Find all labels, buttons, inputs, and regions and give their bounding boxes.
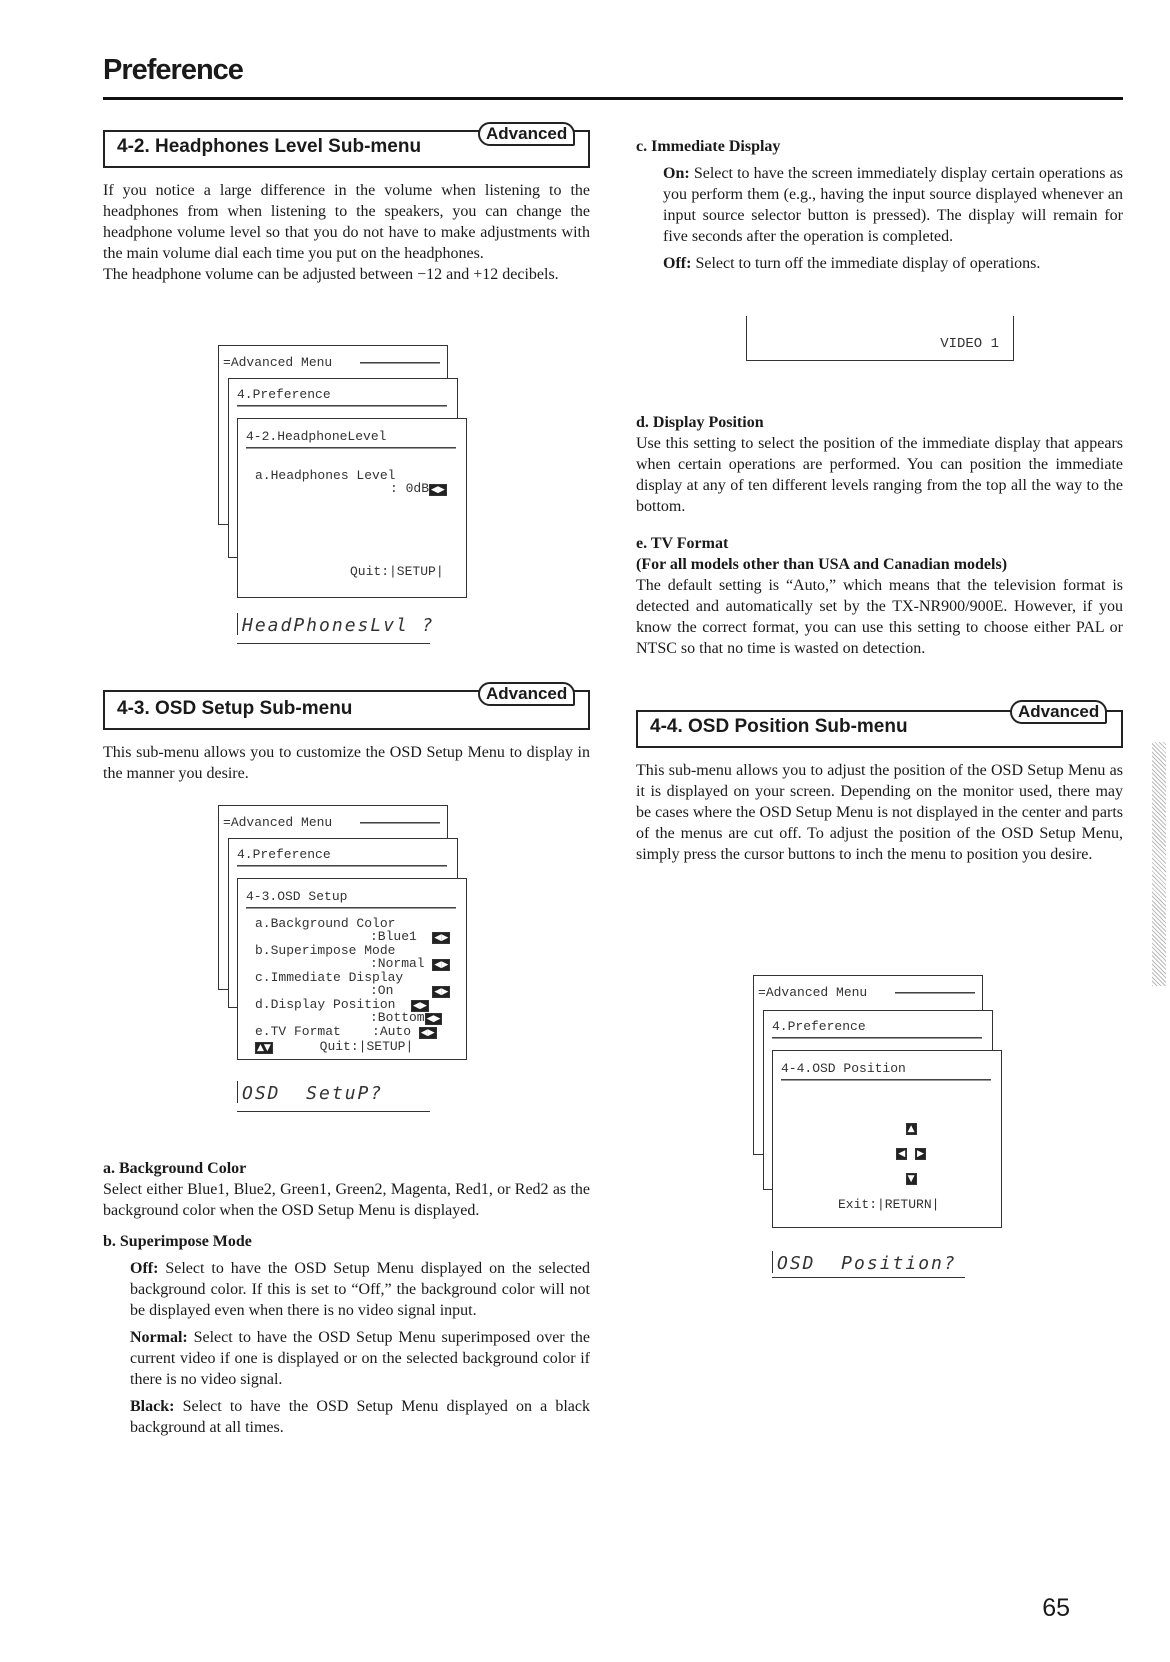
paragraph: The headphone volume can be adjusted between −12 and +12 decibels. [103,266,559,283]
osd-rule [781,1079,991,1081]
option-off [663,253,1123,274]
immediate-display-block [636,136,1123,274]
subheading: e. TV Format [636,535,729,552]
section-4-3-intro [103,742,590,784]
option-black [130,1396,590,1438]
advanced-badge: Advanced [478,122,575,146]
left-right-icon: ◀▶ [420,1028,435,1038]
lcd-display: OSD SetuP? [242,1083,384,1104]
osd-item-value [370,1011,442,1025]
osd-preference: 4.Preference [237,847,331,862]
osd-rule [237,865,447,867]
option-list [663,163,1123,274]
left-right-icon: ◀▶ [431,485,445,495]
page-number: 65 [1042,1594,1070,1622]
osd-menu-label: Advanced Menu [230,355,333,370]
option-normal [130,1327,590,1390]
left-right-icon: ◀▶ [434,960,449,970]
subheading: c. Immediate Display [636,138,781,155]
paragraph: Select either Blue1, Blue2, Green1, Green2, Magenta, Red1, or Red2 as the background color when the OSD Setup Menu is displayed. [103,1181,590,1219]
lcd-bracket [237,613,238,635]
left-right-icon: ◀▶ [413,1001,427,1011]
osd-value: :Blue1 [370,929,417,944]
osd-menu-title: =Advanced Menu [223,355,333,370]
video-display-box [746,316,1014,361]
osd-value: : 0dB [390,481,430,496]
osd-exit: Exit:|RETURN| [838,1197,940,1212]
section-4-4-body [636,760,1123,865]
osd-item: c.Immediate Display [255,970,404,985]
subheading: a. Background Color [103,1160,247,1177]
lcd-underline [237,1111,430,1112]
subheading-note: (For all models other than USA and Canadian models) [636,556,1008,573]
osd-screen-osd-position [750,975,1000,1275]
option-label: Off: [663,255,692,272]
header-rule [103,97,1123,100]
osd-quit: Quit:|SETUP| [319,1039,414,1054]
osd-item: a.Background Color [255,916,396,931]
osd-menu-label: Advanced Menu [230,815,333,830]
section-4-3-items [103,1158,590,1438]
osd-menu-label: Advanced Menu [765,985,868,1000]
paragraph: The default setting is “Auto,” which means that the television format is detected and automatically set by the TX-NR900/900E. However, if you know the correct format, you can use this setting to choose either PAL or NTSC so that no time is wasted on detection. [636,577,1123,657]
video-display-text: VIDEO 1 [940,336,999,352]
cursor-pad-icon [865,1110,926,1197]
osd-menu-title: =Advanced Menu [758,985,868,1000]
osd-menu-title: =Advanced Menu [223,815,333,830]
left-right-icon: ◀▶ [434,987,449,997]
osd-preference: 4.Preference [772,1019,866,1034]
option-on [663,163,1123,247]
osd-item-value [370,930,450,944]
option-text: Select to have the screen immediately display certain operations as you perform them (e.g., having the input source displayed whenever an input source selector button is pressed). The display will remain for five seconds after the operation is completed. [663,165,1124,245]
osd-item-value [390,482,447,496]
osd-screen-osd-setup [215,805,465,1105]
lcd-display: HeadPhonesLvl ? [242,615,435,636]
lcd-bracket [237,1081,238,1103]
subheading: d. Display Position [636,414,764,431]
up-arrow-icon: ▲ [907,1124,915,1134]
paragraph: This sub-menu allows you to adjust the position of the OSD Setup Menu as it is displayed on your screen. Depending on the monitor used, there may be cases where the OSD Setup Menu is not displayed in the center and parts of the menus are cut off. To adjust the position of the OSD Setup Menu, simply press the cursor buttons to inch the menu to position you desire. [636,762,1123,863]
advanced-badge: Advanced [478,682,575,706]
advanced-badge: Advanced [1010,700,1107,724]
osd-sub-title: 4-2.HeadphoneLevel [246,429,387,444]
osd-value: :On [370,983,394,998]
osd-quit: Quit:|SETUP| [350,564,444,579]
osd-sub-title: 4-3.OSD Setup [246,889,348,904]
tv-format-block [636,533,1123,659]
lcd-underline [237,643,430,644]
right-arrow-icon: ▶ [916,1149,924,1159]
osd-item-label: d.Display Position [255,997,396,1012]
osd-rule [360,822,440,824]
osd-rule [360,362,440,364]
osd-item-value [370,984,450,998]
down-arrow-icon: ▼ [907,1174,915,1184]
left-arrow-icon: ◀ [898,1149,906,1159]
section-title: 4-4. OSD Position Sub-menu [650,716,908,737]
subheading: b. Superimpose Mode [103,1233,252,1250]
option-text: Select to have the OSD Setup Menu displayed on a black background at all times. [130,1398,591,1436]
osd-item-label: e.TV Format :Auto [255,1024,412,1039]
option-label: Off: [130,1260,159,1277]
osd-rule [772,1037,982,1039]
option-label: On: [663,165,690,182]
paragraph: This sub-menu allows you to customize the OSD Setup Menu to display in the manner you desire. [103,744,590,782]
osd-rule [246,907,456,909]
option-text: Select to turn off the immediate display of operations. [695,255,1041,272]
left-right-icon: ◀▶ [426,1014,441,1024]
osd-preference: 4.Preference [237,387,331,402]
lcd-bracket [772,1251,773,1273]
option-off [130,1258,590,1321]
option-list [130,1258,590,1438]
paragraph: If you notice a large difference in the volume when listening to the headphones from when listening to the speakers, you can change the headphone volume level so that you do not have to make adjustments with the main volume dial each time you put on the headphones. [103,182,590,262]
up-down-icon: ▲▼ [257,1043,271,1053]
osd-item: b.Superimpose Mode [255,943,396,958]
osd-value: :Normal [370,956,425,971]
option-text: Select to have the OSD Setup Menu superimposed over the current video if one is displayed or on the selected background color if there is no video signal. [130,1329,591,1388]
osd-rule [237,405,447,407]
option-label: Normal: [130,1329,188,1346]
section-title: 4-2. Headphones Level Sub-menu [117,136,422,157]
display-position-block [636,412,1123,517]
osd-value: :Bottom [370,1010,425,1025]
option-text: Select to have the OSD Setup Menu displayed on the selected background color. If this is set to “Off,” the background color will not be displayed even when there is no video signal input. [130,1260,590,1319]
lcd-underline [772,1277,965,1278]
paragraph: Use this setting to select the position of the immediate display that appears when certain operations are performed. You can position the immediate display at any of ten different levels ranging from the top all the way to the bottom. [636,435,1123,515]
section-title: 4-3. OSD Setup Sub-menu [117,698,353,719]
section-4-2-body [103,180,590,285]
osd-sub-title: 4-4.OSD Position [781,1061,906,1076]
osd-item: a.Headphones Level [255,468,396,483]
osd-rule [246,447,456,449]
left-right-icon: ◀▶ [434,933,449,943]
osd-screen-headphone-level [215,345,465,645]
page-title: Preference [103,54,243,86]
osd-item-value [370,957,450,971]
lcd-display: OSD Position? [777,1253,957,1274]
osd-item [255,1025,437,1039]
osd-quit-row [255,1040,413,1054]
edge-tab-marker [1152,742,1166,986]
option-label: Black: [130,1398,175,1415]
osd-rule [895,992,975,994]
